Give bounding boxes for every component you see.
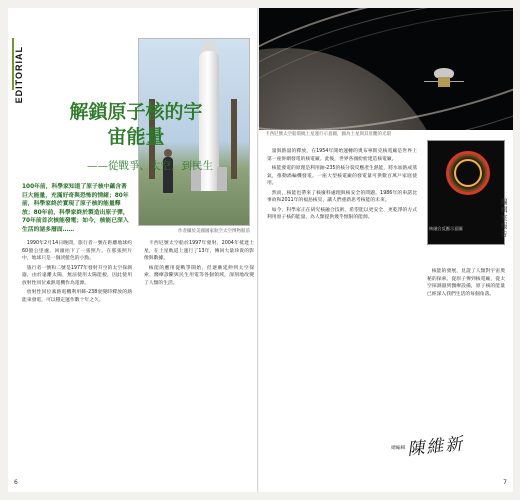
paragraph: 核能發電的原理是利用鈾-235的核分裂反應產生熱能，將水加熱成蒸氣，推動渦輪機發電。一座大型核電廠的發電量可供數百萬戶家庭使用。 [267, 166, 417, 186]
photo-caption: 卡西尼號太空船環繞土星運行示意圖，圖為土星與其壯觀的光環 [265, 132, 391, 137]
page-number: 6 [14, 479, 18, 486]
photo-caption: 作者攝於美國國家航空太空博物館前 [178, 229, 250, 234]
article-title: 解鎖原子核的宇宙能量 [69, 101, 203, 148]
paragraph: 核能的發展，見證了人類對宇宙奧秘的探索。從原子彈到核電廠，從太空探測器到醫療設備，原子核的能量已經深入我們生活的每個角落。 [427, 269, 505, 297]
text-column-1 [267, 148, 417, 224]
paragraph: 放射性同位素熱電機利用鈽-238衰變時釋放的熱能來發電，可以穩定運作數十年之久。 [22, 290, 132, 303]
paragraph: 如今，科學家正在研究核融合技術，希望能以更安全、更乾淨的方式利用原子核的能量，為人類提供幾乎無限的能源。 [267, 207, 417, 220]
page-number: 7 [503, 479, 507, 486]
paragraph: 1990年2月14日晚間，旅行者一號在距離地球約60億公里處，回頭拍下了一張照片。在那張照片中，地球只是一個淡藍色的小點。 [22, 241, 132, 261]
tree-shape [231, 99, 237, 179]
text-column-1 [22, 240, 132, 306]
saturn-photo [259, 8, 513, 130]
paragraph: 量與熱量的釋放，在1954年開始運轉的奧布寧斯克核電廠是世界上第一座併網發電的核電廠。此後，世界各國紛紛建造核電廠。 [267, 149, 417, 162]
text-column-2 [144, 240, 254, 289]
paragraph: 卡西尼號太空船於1997年發射，2004年抵達土星，在土星軌道上運行了13年，傳回大量珍貴的影像與數據。 [144, 241, 254, 261]
section-label: EDITORIAL [14, 46, 24, 104]
right-page [259, 8, 513, 492]
rocket-fin [217, 167, 227, 191]
article-subtitle: ——從戰爭、太空，到民生 [87, 160, 213, 172]
section-tag: 編輯室報告 [500, 198, 508, 238]
text-column-2 [427, 268, 505, 300]
lead-paragraph: 100年前，科學家知道了原子核中蘊含著巨大能量，充滿好奇與恐怖的情緒；80年前，科學家終於實現了原子核的能量釋放；80年前，科學家終於製造出原子彈，70年前首次核能發電；如今，核能已深入生活的諸多層面…… [22, 184, 129, 233]
inset-caption: 核融合反應示意圖 [429, 226, 463, 231]
paragraph: 核能的應用從戰爭開始，但逐漸延伸到太空探索、醫療診斷與民生用電等各個領域，深刻地改變了人類的生活。 [144, 265, 254, 286]
paragraph: 旅行者一號和二號是1977年發射升空的太空探測器，由於遠離太陽，無法使用太陽能板，因此使用放射性同位素熱電機作為電源。 [22, 265, 132, 286]
paragraph: 然而，核能也帶來了核廢料處理與核安全的問題。1986年的車諾比事故和2011年的福島核災，讓人們重新思考核能的未來。 [267, 190, 417, 203]
author-label: 總編輯 [391, 446, 406, 451]
person-head [164, 149, 172, 157]
plasma-core [454, 159, 482, 187]
spacecraft-icon [424, 68, 464, 90]
left-page [8, 8, 258, 492]
author-signature: 陳維新 [406, 434, 466, 460]
